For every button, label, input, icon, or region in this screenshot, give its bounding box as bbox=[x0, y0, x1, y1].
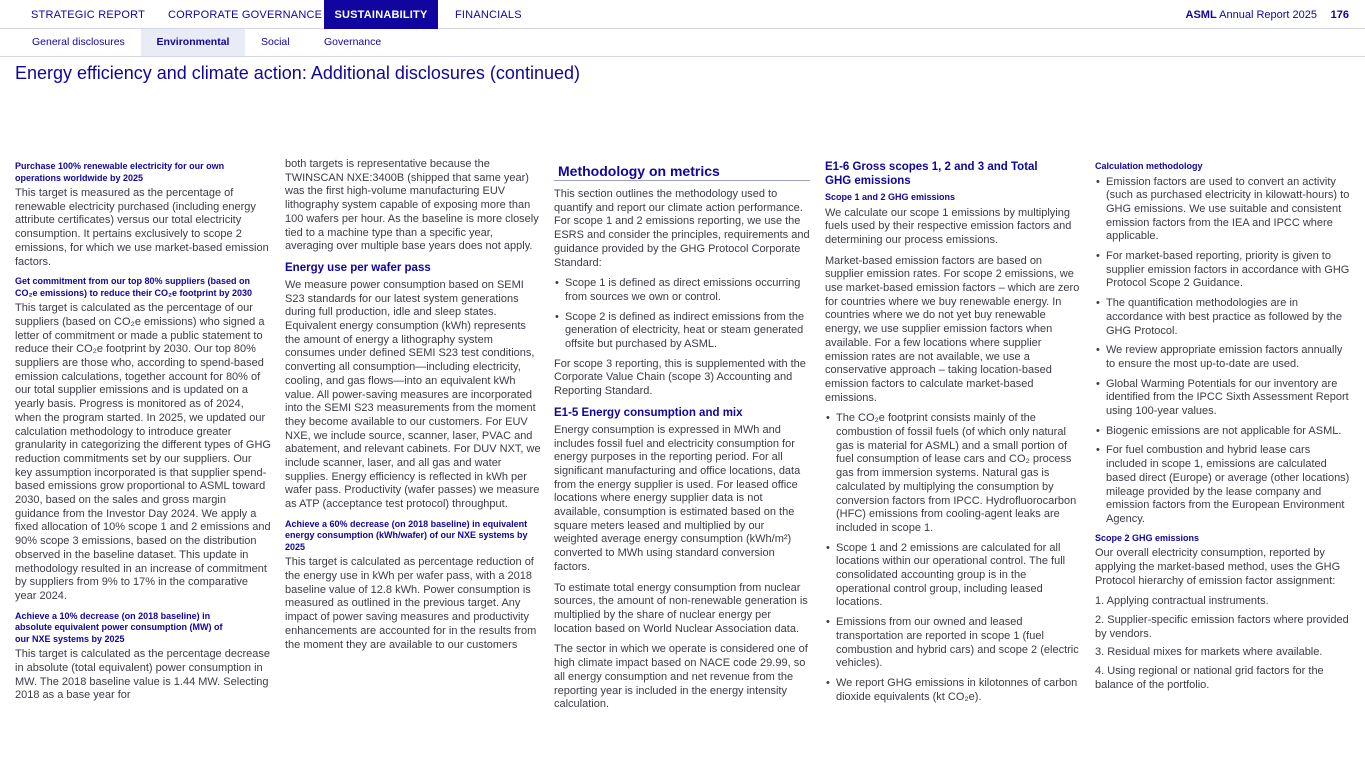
target-suppliers-heading: Get commitment from our top 80% suppliers (based on CO₂e emissions) to reduce their CO₂e footprint by 2030 bbox=[15, 276, 253, 298]
target-renewable-text: This target is measured as the percentage of renewable electricity purchased (including energy attribute certificates) versus our total electricity consumption. It pertains exclusively to scope 2 emissions, for which we use market-based emission factors. bbox=[15, 187, 269, 268]
list-item: 3. Residual mixes for markets where available. bbox=[1095, 646, 1323, 659]
scope12-heading: Scope 1 and 2 GHG emissions bbox=[825, 192, 956, 202]
energy-consumption-text: Energy consumption is expressed in MWh and includes fossil fuel and electricity consumption for energy purposes in the reporting period. For all significant manufacturing and office locations, data from the energy supplier is used. For leased office locations where energy supplier data is not available, consumption is estimated based on the square meters leased and multiplied by our weighted average energy consumption (kWh/m²) converted to MWh using standard conversion factors. bbox=[554, 423, 801, 573]
sub-navigation bbox=[0, 29, 1365, 57]
nuclear-estimate-text: To estimate total energy consumption from nuclear sources, the amount of non-renewable generation is multiplied by the share of nuclear energy per location based on World Nuclear Association data. bbox=[554, 581, 808, 635]
emission-factor-hierarchy-list bbox=[1095, 595, 1351, 692]
energy-consumption-heading: E1-5 Energy consumption and mix bbox=[554, 406, 743, 419]
scope12-notes-list bbox=[825, 412, 1081, 704]
target-power-heading: Achieve a 10% decrease (on 2018 baseline) in absolute equivalent power consumption (MW) of our NXE systems by 2025 bbox=[15, 610, 223, 644]
page-title: Energy efficiency and climate action: Additional disclosures (continued) bbox=[15, 63, 580, 83]
list-item: 2. Supplier-specific emission factors where provided by vendors. bbox=[1095, 613, 1349, 640]
list-item: • Scope 1 and 2 emissions are calculated for all locations within our operational control. The full consolidated accounting group is in the operational control group, including leased locations. bbox=[825, 542, 1081, 611]
list-item: • The quantification methodologies are in accordance with best practice as followed by the GHG Protocol. bbox=[1095, 297, 1351, 338]
subtab-social[interactable]: Social bbox=[261, 36, 290, 48]
list-item: • We report GHG emissions in kilotonnes of carbon dioxide equivalents (kt CO₂e). bbox=[825, 677, 1081, 704]
list-item: • Scope 1 is defined as direct emissions occurring from sources we own or control. bbox=[554, 277, 810, 304]
scope3-text: For scope 3 reporting, this is supplemented with the Corporate Value Chain (scope 3) Accounting and Reporting Standard. bbox=[554, 357, 806, 398]
methodology-intro-text: This section outlines the methodology used to quantify and report our climate action performance. For scope 1 and 2 emissions reporting, we use the ESRS and consider the principles, requirements and guidance provided by the GHG Protocol Corporate Standard: bbox=[554, 188, 810, 269]
scope2-heading: Scope 2 GHG emissions bbox=[1095, 532, 1200, 543]
list-item: • For fuel combustion and hybrid lease cars included in scope 1, emissions are calculated based direct (Europe) or average (other locations) mileage provided by the lease company and emission factors from the European Environment Agency. bbox=[1095, 444, 1351, 526]
list-item: • Global Warming Potentials for our inventory are identified from the IPCC Sixth Assessment Report using 100-year values. bbox=[1095, 378, 1351, 419]
column-5 bbox=[1095, 158, 1351, 698]
column-1 bbox=[15, 158, 271, 710]
brand-report-title: Annual Report 2025 bbox=[1216, 9, 1317, 21]
list-item: 4. Using regional or national grid factors for the balance of the portfolio. bbox=[1095, 665, 1324, 691]
calculation-methodology-list bbox=[1095, 176, 1351, 527]
top-navigation bbox=[0, 0, 1365, 29]
list-item: • Emission factors are used to convert an activity (such as purchased electricity in kilowatt-hours) to GHG emissions. We use suitable and consistent emission factors from the IEA and IPCC where applicable. bbox=[1095, 176, 1351, 245]
list-item: • Scope 2 is defined as indirect emissions from the generation of electricity, heat or steam generated offsite but purchased by ASML. bbox=[554, 311, 810, 352]
target-energy-heading: Achieve a 60% decrease (on 2018 baseline) in equivalent energy consumption (kWh/wafer) of our NXE systems by 2025 bbox=[285, 518, 528, 552]
subtab-environmental[interactable]: Environmental bbox=[141, 29, 245, 56]
target-suppliers-text: This target is calculated as the percentage of our suppliers (based on CO₂e emissions) who signed a letter of commitment or made a public statement to reduce their CO₂e footprint by 2030. Our top 80% suppliers are those who, according to spend-based emission calculations, together account for 80% of our total supplier emissions and is updated on a yearly basis. Progress is monitored as of 2024, when the program started. In 2025, we updated our calculation methodology to introduce greater granularity in categorizing the different types of GHG reduction commitments set by our suppliers. Our key assumption incorporated is that supplier spend-based emissions grow proportional to ASML toward 2030, based on the sales and gross margin guidance from the Investor Day 2024. We apply a fixed allocation of 10% scope 1 and 2 emissions and 90% scope 3 emissions, based on the distribution observed in the baseline dataset. This update in methodology resulted in an increase of commitment by suppliers from 9% to 17% in the comparative year 2024. bbox=[15, 302, 271, 602]
column-3 bbox=[554, 158, 810, 719]
list-item: • Biogenic emissions are not applicable for ASML. bbox=[1095, 425, 1351, 439]
subtab-general-disclosures[interactable]: General disclosures bbox=[32, 36, 125, 48]
target-power-text: This target is calculated as the percentage decrease in absolute (total equivalent) power consumption in MW. The 2018 baseline value is 1.44 MW. Selecting 2018 as a base year for bbox=[15, 648, 270, 702]
column-4 bbox=[825, 158, 1081, 710]
tab-corporate-governance[interactable]: CORPORATE GOVERNANCE bbox=[168, 9, 323, 21]
ghg-emissions-heading: E1-6 Gross scopes 1, 2 and 3 and Total GHG emissions bbox=[825, 161, 1038, 187]
column-2 bbox=[285, 158, 541, 659]
list-item: 1. Applying contractual instruments. bbox=[1095, 595, 1269, 608]
tab-sustainability[interactable]: SUSTAINABILITY bbox=[324, 0, 438, 29]
brand-name: ASML bbox=[1185, 9, 1217, 21]
scope-definitions-list bbox=[554, 277, 810, 352]
tab-strategic-report[interactable]: STRATEGIC REPORT bbox=[31, 9, 146, 21]
report-brand bbox=[1186, 0, 1317, 31]
list-item: • The CO₂e footprint consists mainly of the combustion of fossil fuels (of which only natural gas is material for ASML) and a small portion of fuel consumption of lease cars and CO₂ process gas from immersion systems. Natural gas is calculated by multiplying the consumption by conversion factors from IPCC. Hydrofluorocarbon (HFC) emissions from cooling-agent leaks are included in scope 1. bbox=[825, 412, 1081, 535]
list-item: • We review appropriate emission factors annually to ensure the most up-to-date are used. bbox=[1095, 344, 1351, 371]
page-number: 176 bbox=[1330, 9, 1349, 21]
sector-impact-text: The sector in which we operate is considered one of high climate impact based on NACE code 29.99, so all energy consumption and net revenue from the reporting year is included in the energy intensity calculation. bbox=[554, 643, 808, 711]
list-item: • Emissions from our owned and leased transportation are reported in scope 1 (fuel combustion and hybrid cars) and scope 2 (electric vehicles). bbox=[825, 616, 1081, 671]
energy-per-wafer-heading: Energy use per wafer pass bbox=[285, 261, 431, 274]
market-based-text: Market-based emission factors are based on supplier emission rates. For scope 2 emissions, we use market-based emission factors – which are zero for countries where we buy renewable energy. In countries where we do not yet buy renewable energy, we use supplier emission factors when available. For a few locations where supplier emission rates are not available, we use a conservative approach – taking location-based emission factors to calculate market-based emissions. bbox=[825, 254, 1080, 404]
baseline-continued-text: both targets is representative because the TWINSCAN NXE:3400B (shipped that same year) was the first high-volume manufacturing EUV lithography system capable of exposing more than 100 wafers per hour. As the baseline is more closely tied to a machine type than a specific year, averaging over multiple base years does not apply. bbox=[285, 158, 539, 253]
scope2-text: Our overall electricity consumption, reported by applying the market-based method, uses the GHG Protocol hierarchy of emission factor assignment: bbox=[1095, 547, 1341, 587]
methodology-section-heading: Methodology on metrics bbox=[554, 162, 810, 181]
target-energy-text: This target is calculated as percentage reduction of the energy use in kWh per wafer pass, with a 2018 baseline value of 12.8 kWh. Power consumption is measured as outlined in the previous target. Any impact of power saving measures and productivity enhancements are accounted for in the results from the moment they are available to our customers bbox=[285, 556, 537, 651]
scope1-calc-text: We calculate our scope 1 emissions by multiplying fuels used by their respective emission factors and determining our process emissions. bbox=[825, 206, 1072, 246]
calculation-methodology-heading: Calculation methodology bbox=[1095, 161, 1203, 171]
list-item: • For market-based reporting, priority is given to supplier emission factors in accordance with GHG Protocol Scope 2 Guidance. bbox=[1095, 250, 1351, 291]
target-renewable-heading: Purchase 100% renewable electricity for our own operations worldwide by 2025 bbox=[15, 161, 225, 183]
subtab-governance[interactable]: Governance bbox=[324, 36, 382, 48]
tab-financials[interactable]: FINANCIALS bbox=[455, 9, 522, 21]
energy-per-wafer-text: We measure power consumption based on SEMI S23 standards for our latest system generations during full production, idle and sleep states. Equivalent energy consumption (kWh) represents the amount of energy a lithography system consumes under defined SEMI S23 test conditions, converting all consumption—including electricity, cooling, and gas flows—into an equivalent kWh value. All power-saving measures are incorporated into the SEMI S23 measurements from the moment they become available to our customers. For EUV NXE, we include source, scanner, laser, PVAC and abatement, and relevant cabinets. For DUV NXT, we include scanner, laser, and all gas and water supplies. Energy efficiency is reflected in kWh per wafer pass. Productivity (wafer passes) we measure as ATP (acceptance test protocol) throughput. bbox=[285, 278, 541, 511]
